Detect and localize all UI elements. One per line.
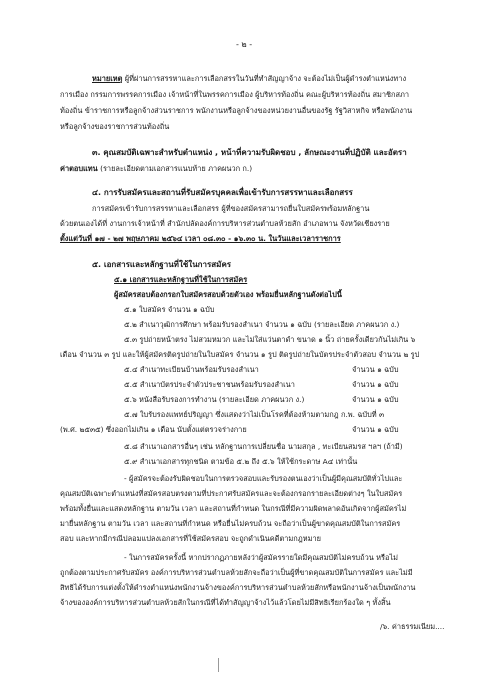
item-5-7-line-2: (พ.ศ. ๒๕๓๕) ซึ่งออกไม่เกิน ๑ เดือน นับตั้งแต่ตรวจร่างกาย bbox=[60, 425, 247, 434]
item-5-7-qty: จำนวน ๑ ฉบับ bbox=[352, 425, 399, 434]
item-5-7-line-1: ๕.๗ ใบรับรองแพทย์ปริญญา ซึ่งแสดงว่าไม่เป็นโรคที่ต้องห้ามตามกฎ ก.พ. ฉบับที่ ๓ bbox=[124, 410, 385, 419]
para-2-line-4: จ้างขององค์การบริหารส่วนตำบลห้วยสักในกรณีที่ได้ทำสัญญาจ้างไว้แล้วโดยไม่มีสิทธิเรียกร้องใด ๆ ทั้งสิ้น bbox=[60, 598, 391, 607]
item-5-4-qty: จำนวน ๑ ฉบับ bbox=[352, 365, 399, 374]
item-5-9: ๕.๙ สำเนาเอกสารทุกชนิด ตามข้อ ๕.๒ ถึง ๕.๖ ให้ใช้กระดาษ A๔ เท่านั้น bbox=[124, 457, 358, 466]
item-5-5-qty: จำนวน ๑ ฉบับ bbox=[352, 380, 399, 389]
para-1-line-2: คุณสมบัติเฉพาะตำแหน่งที่สมัครสอบตรงตามที่ประกาศรับสมัครและจะต้องกรอกรายละเอียดต่างๆ ในใบสมัคร bbox=[60, 489, 403, 498]
note-text-1: ผู้ที่ผ่านการสรรหาและการเลือกสรรในวันที่ทำสัญญาจ้าง จะต้องไม่เป็นผู้ดำรงตำแหน่งทาง bbox=[124, 74, 407, 83]
page-number: - ๒ - bbox=[236, 40, 253, 49]
section-3-cont bbox=[60, 164, 252, 174]
section-5-title: ๕. เอกสารและหลักฐานที่ใช้ในการสมัคร bbox=[92, 260, 232, 269]
para-2-line-1: - ในการสมัครครั้งนี้ หากปรากฏภายหลังว่าผู้สมัครรายใดมีคุณสมบัติไม่ครบถ้วน หรือไม่ bbox=[124, 553, 399, 562]
section-4-line-2: ด้วยตนเองได้ที่ งานการเจ้าหน้าที่ สำนักปลัดองค์การบริหารส่วนตำบลห้วยสัก อำเภอพาน จังหวัดเชียงราย bbox=[60, 219, 390, 228]
para-1-line-3: พร้อมทั้งยื่นและแสดงหลักฐาน ตามวัน เวลา และสถานที่กำหนด ในกรณีที่มีความผิดพลาดอันเกิดจากผู้สมัครไม่ bbox=[60, 504, 407, 513]
note-label: หมายเหตุ bbox=[92, 74, 123, 83]
para-1-line-4: มายื่นหลักฐาน ตามวัน เวลา และสถานที่กำหนด หรือยื่นไม่ครบถ้วน จะถือว่าเป็นผู้ขาดคุณสมบัติในการสมัคร bbox=[60, 519, 401, 528]
section-4-line-1: การสมัครเข้ารับการสรรหาและเลือกสรร ผู้ที่ของสมัครสามารถยื่นใบสมัครพร้อมหลักฐาน bbox=[92, 204, 370, 213]
note-line-4: หรือลูกจ้างของราชการส่วนท้องถิ่น bbox=[60, 122, 170, 131]
item-5-6-qty: จำนวน ๑ ฉบับ bbox=[352, 395, 399, 404]
scan-mark bbox=[218, 658, 221, 672]
item-5-5: ๕.๕ สำเนาบัตรประจำตัวประชาชนพร้อมรับรองสำเนา bbox=[124, 380, 295, 389]
continuation-note: /๖. ค่าธรรมเนียม.... bbox=[380, 622, 445, 631]
section-4-line-3: ตั้งแต่วันที่ ๑๗ - ๒๗ พฤษภาคม ๒๕๖๔ เวลา ๐๘.๓๐ - ๑๖.๓๐ น. ในวันและเวลาราชการ bbox=[60, 234, 341, 243]
item-5-3-line-2: เดือน จำนวน ๓ รูป และให้ผู้สมัครติดรูปถ่ายในใบสมัคร จำนวน ๑ รูป ติดรูปถ่ายในบัตรประจำตัวสอบ จำนวน ๒ รูป bbox=[60, 350, 420, 359]
item-5-8: ๕.๘ สำเนาเอกสารอื่นๆ เช่น หลักฐานการเปลี่ยนชื่อ นามสกุล , ทะเบียนสมรส ฯลฯ (ถ้ามี) bbox=[124, 442, 403, 451]
note-line-3: ท้องถิ่น ข้าราชการหรือลูกจ้างส่วนราชการ พนักงานหรือลูกจ้างของหน่วยงานอื่นของรัฐ รัฐวิสาหกิจ หรือพนักงาน bbox=[60, 106, 413, 115]
note-line-2: การเมือง กรรมการพรรคการเมือง เจ้าหน้าที่ในพรรคการเมือง ผู้บริหารท้องถิ่น คณะผู้บริหารท้องถิ่น สมาชิกสภา bbox=[60, 90, 410, 99]
para-2-line-2: ถูกต้องตามประกาศรับสมัคร องค์การบริหารส่วนตำบลห้วยสักจะถือว่าเป็นผู้ที่ขาดคุณสมบัติในการสมัคร และไม่มี bbox=[60, 568, 413, 577]
item-5-3-line-1: ๕.๓ รูปถ่ายหน้าตรง ไม่สวมหมวก และไม่ใส่แว่นตาดำ ขนาด ๑ นิ้ว ถ่ายครั้งเดียวกันไม่เกิน ๖ bbox=[124, 335, 416, 344]
para-1-line-1: - ผู้สมัครจะต้องรับผิดชอบในการตรวจสอบและรับรองตนเองว่าเป็นผู้มีคุณสมบัติทั่วไปและ bbox=[124, 474, 403, 483]
section-4-title: ๔. การรับสมัครและสถานที่รับสมัครบุคคลเพื่อเข้ารับการสรรหาและเลือกสรร bbox=[92, 188, 353, 197]
item-5-2: ๕.๒ สำเนาวุฒิการศึกษา พร้อมรับรองสำเนา จำนวน ๑ ฉบับ (รายละเอียด ภาคผนวก ง.) bbox=[124, 320, 400, 329]
section-3-title: ๓. คุณสมบัติเฉพาะสำหรับตำแหน่ง , หน้าที่ความรับผิดชอบ , ลักษณะงานที่ปฏิบัติ และอัตรา bbox=[92, 148, 407, 157]
para-2-line-3: สิทธิได้รับการแต่งตั้งให้ดำรงตำแหน่งพนักงานจ้างของค์การบริหารส่วนตำบลห้วยสักหรือพนักงานจ้างเป็นพนักงาน bbox=[60, 583, 416, 592]
item-5-6: ๕.๖ หนังสือรับรองการทำงาน (รายละเอียด ภาคผนวก ง.) bbox=[124, 395, 305, 404]
section-3-cont-text: (รายละเอียดตามเอกสารแนบท้าย ภาคผนวก ก.) bbox=[97, 164, 253, 173]
item-5-1: ๕.๑ ใบสมัคร จำนวน ๑ ฉบับ bbox=[124, 305, 215, 314]
section-5-1-note: ผู้สมัครสอบต้องกรอกใบสมัครสอบด้วยตัวเอง พร้อมยื่นหลักฐานดังต่อไปนี้ bbox=[114, 290, 342, 299]
para-1-line-5: สอบ และหากมีกรณีปลอมแปลงเอกสารที่ใช้สมัครสอบ จะถูกดำเนินคดีตามกฎหมาย bbox=[60, 534, 321, 543]
note-line-1 bbox=[92, 74, 406, 84]
section-5-1-title: ๕.๑ เอกสารและหลักฐานที่ใช้ในการสมัคร bbox=[114, 275, 248, 284]
section-3-cont-bold: ค่าตอบแทน bbox=[60, 164, 98, 173]
item-5-4: ๕.๔ สำเนาทะเบียนบ้านพร้อมรับรองสำเนา bbox=[124, 365, 259, 374]
